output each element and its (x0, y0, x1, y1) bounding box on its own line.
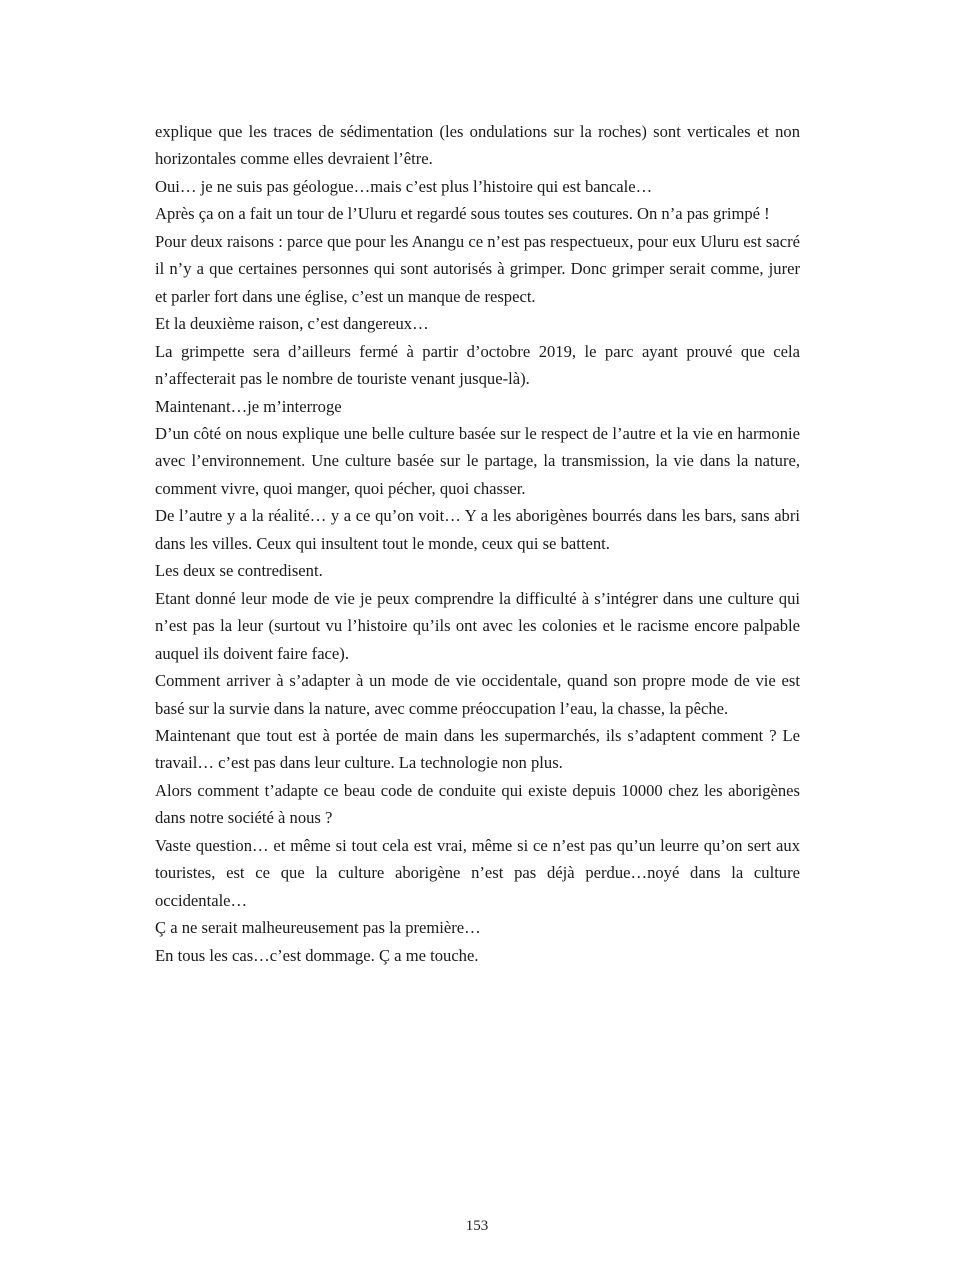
paragraph: Maintenant…je m’interroge (155, 396, 342, 416)
paragraph: Ç a ne serait malheureusement pas la première… (155, 918, 481, 938)
paragraph: D’un côté on nous explique une belle culture basée sur le respect de l’autre et la vie en harmonie avec l’environnement. Une culture basée sur le partage, la transmission, la vie dans la nature, comment vivre, quoi manger, quoi pécher, quoi chasser. (155, 423, 800, 498)
paragraph: La grimpette sera d’ailleurs fermé à partir d’octobre 2019, le parc ayant prouvé que cela n’affecterait pas le nombre de touriste venant jusque-là). (155, 341, 800, 389)
body-text-column (155, 118, 800, 969)
paragraph: Alors comment t’adapte ce beau code de conduite qui existe depuis 10000 chez les aborigènes dans notre société à nous ? (155, 780, 800, 828)
paragraph: Etant donné leur mode de vie je peux comprendre la difficulté à s’intégrer dans une culture qui n’est pas la leur (surtout vu l’histoire qu’ils ont avec les colonies et le racisme encore palpable auquel ils doivent faire face). (155, 588, 800, 663)
paragraph: Comment arriver à s’adapter à un mode de vie occidentale, quand son propre mode de vie est basé sur la survie dans la nature, avec comme préoccupation l’eau, la chasse, la pêche. (155, 671, 800, 718)
paragraph: Oui… je ne suis pas géologue…mais c’est plus l’histoire qui est bancale… (155, 176, 653, 196)
paragraph: De l’autre y a la réalité… y a ce qu’on voit… Y a les aborigènes bourrés dans les bars, sans abri dans les villes. Ceux qui insultent tout le monde, ceux qui se battent. (155, 506, 800, 553)
paragraph: Vaste question… et même si tout cela est vrai, même si ce n’est pas qu’un leurre qu’on sert aux touristes, est ce que la culture aborigène n’est pas déjà perdue…noyé dans la culture occidentale… (155, 835, 800, 910)
page-number: 153 (465, 1218, 489, 1234)
paragraph: Maintenant que tout est à portée de main dans les supermarchés, ils s’adaptent comment ? Le travail… c’est pas dans leur culture. La technologie non plus. (155, 725, 800, 773)
paragraph: Après ça on a fait un tour de l’Uluru et regardé sous toutes ses coutures. On n’a pas grimpé ! (155, 204, 770, 224)
paragraph: explique que les traces de sédimentation (les ondulations sur la roches) sont verticales et non horizontales comme elles devraient l’être. (155, 122, 800, 169)
paragraph: Pour deux raisons : parce que pour les Anangu ce n’est pas respectueux, pour eux Uluru est sacré il n’y a que certaines personnes qui sont autorisés à grimper. Donc grimper serait comme, jurer et parler fort dans une église, c’est un manque de respect. (155, 231, 800, 306)
paragraph: Les deux se contredisent. (155, 561, 323, 581)
paragraph: Et la deuxième raison, c’est dangereux… (155, 314, 429, 334)
paragraph: En tous les cas…c’est dommage. Ç a me touche. (155, 945, 479, 965)
